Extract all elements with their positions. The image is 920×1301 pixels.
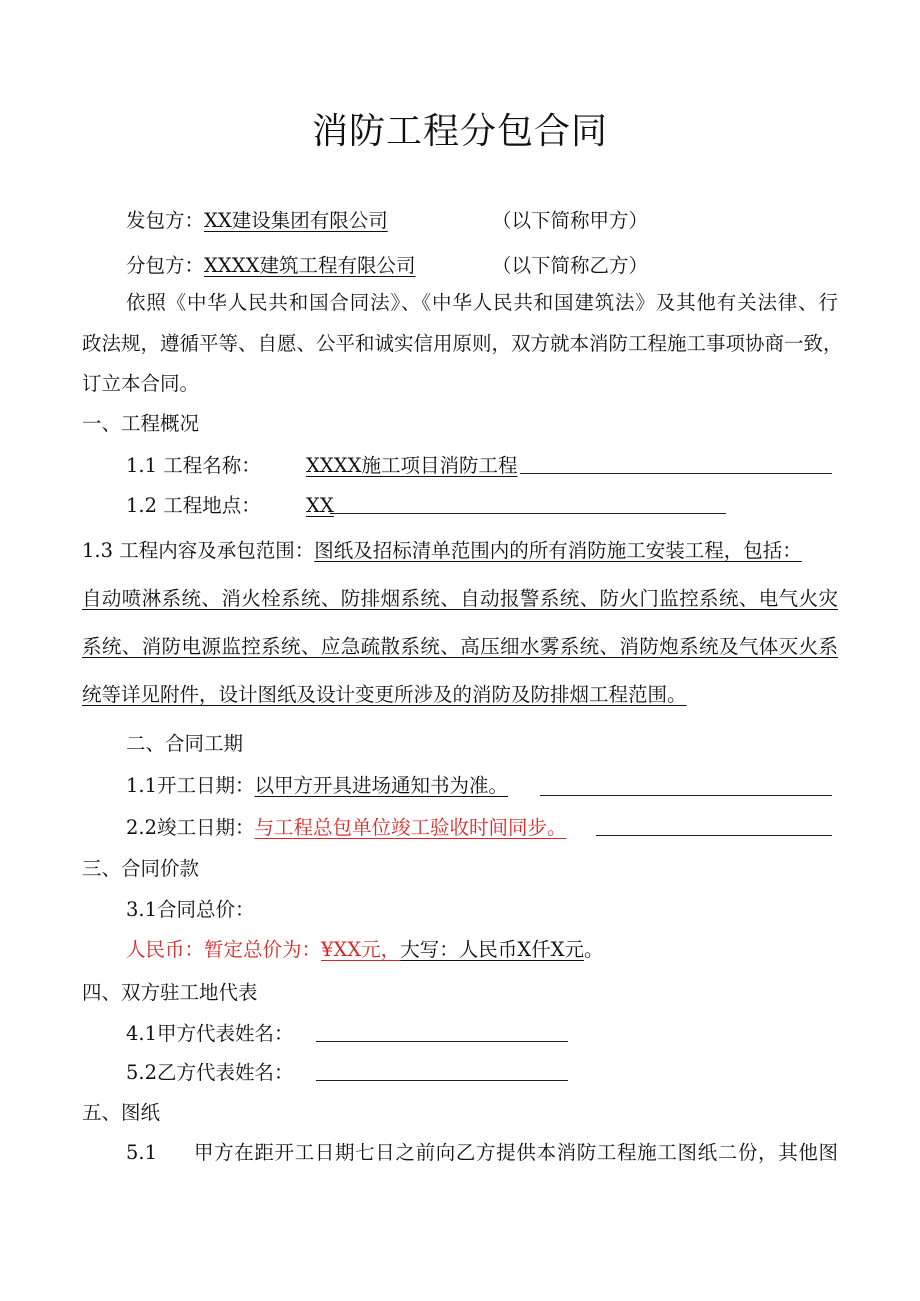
issuer-row <box>126 209 388 233</box>
scope-line-2: 自动喷淋系统、消火栓系统、防排烟系统、自动报警系统、防火门监控系统、电气火灾 <box>82 587 838 610</box>
scope-line-4: 统等详见附件，设计图纸及设计变更所涉及的消防及防排烟工程范围。 <box>82 683 687 706</box>
project-site-blank-line <box>330 513 726 514</box>
end-date-row <box>126 816 567 840</box>
start-date-blank-line <box>540 795 832 796</box>
intro-line-1: 依照《中华人民共和国合同法》、《中华人民共和国建筑法》及其他有关法律、行 <box>126 291 838 314</box>
rmb-amount-row <box>126 938 603 962</box>
rmb-label: 人民币：暂定总价为： <box>126 938 322 961</box>
scope-line-1: 图纸及招标清单范围内的所有消防施工安装工程，包括： <box>314 539 802 562</box>
party-a-rep-blank-line <box>316 1041 568 1042</box>
party-b-rep-label: 5.2乙方代表姓名： <box>126 1061 294 1084</box>
party-a-rep-label: 4.1甲方代表姓名： <box>126 1022 294 1045</box>
intro-line-2: 政法规，遵循平等、自愿、公平和诚实信用原则，双方就本消防工程施工事项协商一致， <box>82 332 843 355</box>
issuer-name: XX建设集团有限公司 <box>204 209 388 232</box>
rmb-end: 。 <box>583 938 604 961</box>
project-site-value: XX <box>306 494 334 517</box>
scope-label: 1.3 工程内容及承包范围： <box>82 539 315 562</box>
intro-line-3: 订立本合同。 <box>82 372 200 395</box>
section-1-heading: 一、工程概况 <box>82 412 200 435</box>
project-name-value: XXXX施工项目消防工程 <box>306 454 518 477</box>
subcontractor-label: 分包方： <box>126 254 205 277</box>
project-name-blank-line <box>520 473 832 474</box>
start-date-row <box>126 774 508 798</box>
subcontractor-name: XXXX建筑工程有限公司 <box>204 254 416 277</box>
end-date-blank-line <box>596 835 832 836</box>
scope-line-3: 系统、消防电源监控系统、应急疏散系统、高压细水雾系统、消防炮系统及气体灭火系 <box>82 635 838 658</box>
section-5-heading: 五、图纸 <box>82 1101 161 1124</box>
drawings-item-label: 5.1 <box>126 1141 158 1164</box>
section-2-heading: 二、合同工期 <box>126 732 244 755</box>
party-b-rep-blank-line <box>316 1080 568 1081</box>
section-4-heading: 四、双方驻工地代表 <box>82 981 258 1004</box>
subcontractor-row <box>126 254 416 278</box>
start-date-label: 1.1开工日期： <box>126 774 255 797</box>
project-site-label: 1.2 工程地点： <box>126 494 261 517</box>
rmb-amount: ¥XX元， <box>321 938 401 961</box>
section-3-heading: 三、合同价款 <box>82 857 200 880</box>
rmb-amount-in-words: 大写：人民币X仟X元 <box>400 938 584 961</box>
start-date-value: 以甲方开具进场通知书为准。 <box>254 774 509 797</box>
contract-total-label: 3.1合同总价： <box>126 898 255 921</box>
project-name-label: 1.1 工程名称： <box>126 454 261 477</box>
end-date-label: 2.2竣工日期： <box>126 816 255 839</box>
subcontractor-note: （以下简称乙方） <box>492 254 649 277</box>
scope-row <box>82 539 802 563</box>
drawings-item-text: 甲方在距开工日期七日之前向乙方提供本消防工程施工图纸二份，其他图 <box>194 1141 838 1164</box>
end-date-value: 与工程总包单位竣工验收时间同步。 <box>254 816 567 839</box>
issuer-note: （以下简称甲方） <box>492 209 649 232</box>
issuer-label: 发包方： <box>126 209 205 232</box>
document-title: 消防工程分包合同 <box>311 111 608 152</box>
